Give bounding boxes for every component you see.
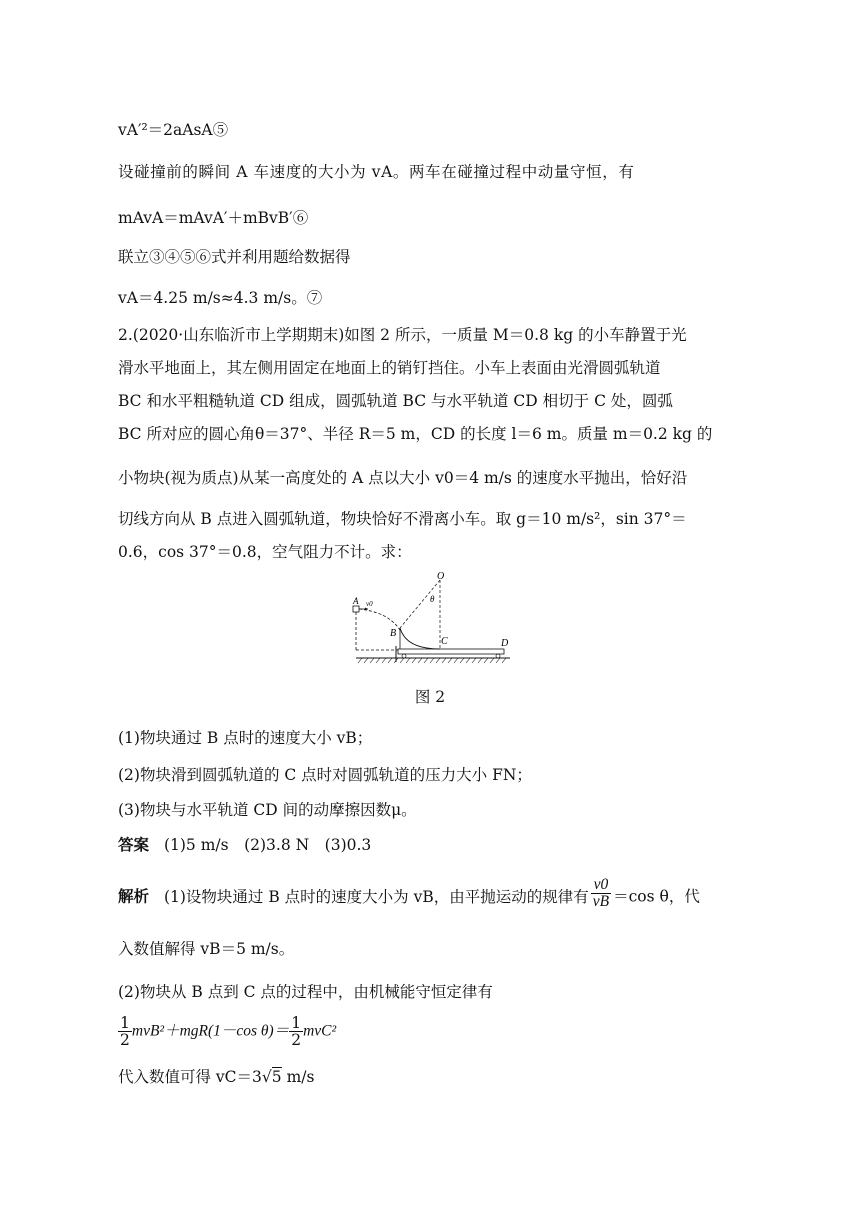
label-v0: v0 — [366, 600, 373, 608]
fraction-denominator: 2 — [120, 1031, 130, 1049]
fraction-v0-vB — [591, 877, 611, 910]
fraction-denominator: vB — [592, 893, 610, 910]
problem-text: 小物块(视为质点)从某一高度处的 A 点以大小 v0＝4 m/s 的速度水平抛出，恰好沿 — [118, 469, 688, 487]
figure-caption: 图 2 — [414, 688, 446, 706]
text-line: 设碰撞前的瞬间 A 车速度的大小为 vA。两车在碰撞过程中动量守恒，有 — [118, 163, 635, 181]
solution-line-1 — [118, 876, 700, 914]
problem-text: 切线方向从 B 点进入圆弧轨道，物块恰好不滑离小车。取 g＝10 m/s²，sin 37°＝ — [118, 510, 687, 528]
equation-lhs: mvB²＋mgR(1－cos θ)＝ — [131, 1022, 290, 1040]
problem-text: 2.(2020·山东临沂市上学期期末)如图 2 所示，一质量 M＝0.8 kg 的小车静置于光 — [118, 326, 687, 344]
fraction-denominator: 2 — [291, 1031, 302, 1049]
question-3: (3)物块与水平轨道 CD 间的动摩擦因数μ。 — [118, 801, 417, 819]
label-C: C — [441, 636, 448, 647]
question-2: (2)物块滑到圆弧轨道的 C 点时对圆弧轨道的压力大小 FN； — [118, 766, 532, 784]
fraction-numerator: 1 — [120, 1014, 130, 1032]
answer-label: 答案 — [118, 836, 150, 854]
figure-2-diagram — [348, 570, 513, 665]
equation-rhs: mvC² — [303, 1022, 337, 1040]
question-1: (1)物块通过 B 点时的速度大小 vB； — [118, 729, 373, 747]
problem-text: BC 所对应的圆心角θ＝37°、半径 R＝5 m，CD 的长度 l＝6 m。质量 m＝0.2 kg 的 — [118, 425, 713, 443]
sqrt-radicand: 5 — [271, 1068, 282, 1086]
text-line: 联立③④⑤⑥式并利用题给数据得 — [118, 248, 351, 266]
label-theta: θ — [430, 594, 435, 604]
solution-text: 代入数值可得 vC＝3 — [118, 1068, 262, 1086]
solution-line-3: (2)物块从 B 点到 C 点的过程中，由机械能守恒定律有 — [118, 983, 493, 1001]
problem-text: BC 和水平粗糙轨道 CD 组成，圆弧轨道 BC 与水平轨道 CD 相切于 C 处，圆弧 — [118, 392, 673, 410]
solution-line-2: 入数值解得 vB＝5 m/s。 — [118, 940, 295, 958]
equation-6: mAvA＝mAvA′＋mBvB′⑥ — [118, 209, 309, 227]
solution-text: (1)设物块通过 B 点时的速度大小为 vB，由平抛运动的规律有 — [163, 887, 589, 906]
problem-text: 0.6，cos 37°＝0.8，空气阻力不计。求： — [118, 543, 412, 561]
label-A: A — [353, 596, 359, 606]
solution-label: 解析 — [118, 887, 150, 906]
fraction-half — [118, 1015, 132, 1048]
energy-equation — [118, 1015, 336, 1048]
fraction-numerator: 1 — [291, 1014, 302, 1032]
unit-text: m/s — [281, 1068, 315, 1086]
label-O: O — [437, 571, 445, 582]
fraction-half — [289, 1015, 303, 1048]
equation-7: vA＝4.25 m/s≈4.3 m/s。⑦ — [118, 289, 323, 307]
solution-line-5 — [118, 1066, 314, 1088]
fraction-numerator: v0 — [591, 877, 611, 894]
solution-text: ＝cos θ，代 — [613, 887, 700, 906]
label-B: B — [390, 628, 397, 639]
answer-text: (1)5 m/s (2)3.8 N (3)0.3 — [163, 836, 372, 854]
label-D: D — [501, 638, 509, 649]
problem-text: 滑水平地面上，其左侧用固定在地面上的销钉挡住。小车上表面由光滑圆弧轨道 — [118, 359, 661, 377]
equation-5: vA′²＝2aAsA⑤ — [118, 121, 229, 139]
sqrt-symbol: √ — [261, 1068, 272, 1086]
answer-line — [118, 834, 371, 856]
